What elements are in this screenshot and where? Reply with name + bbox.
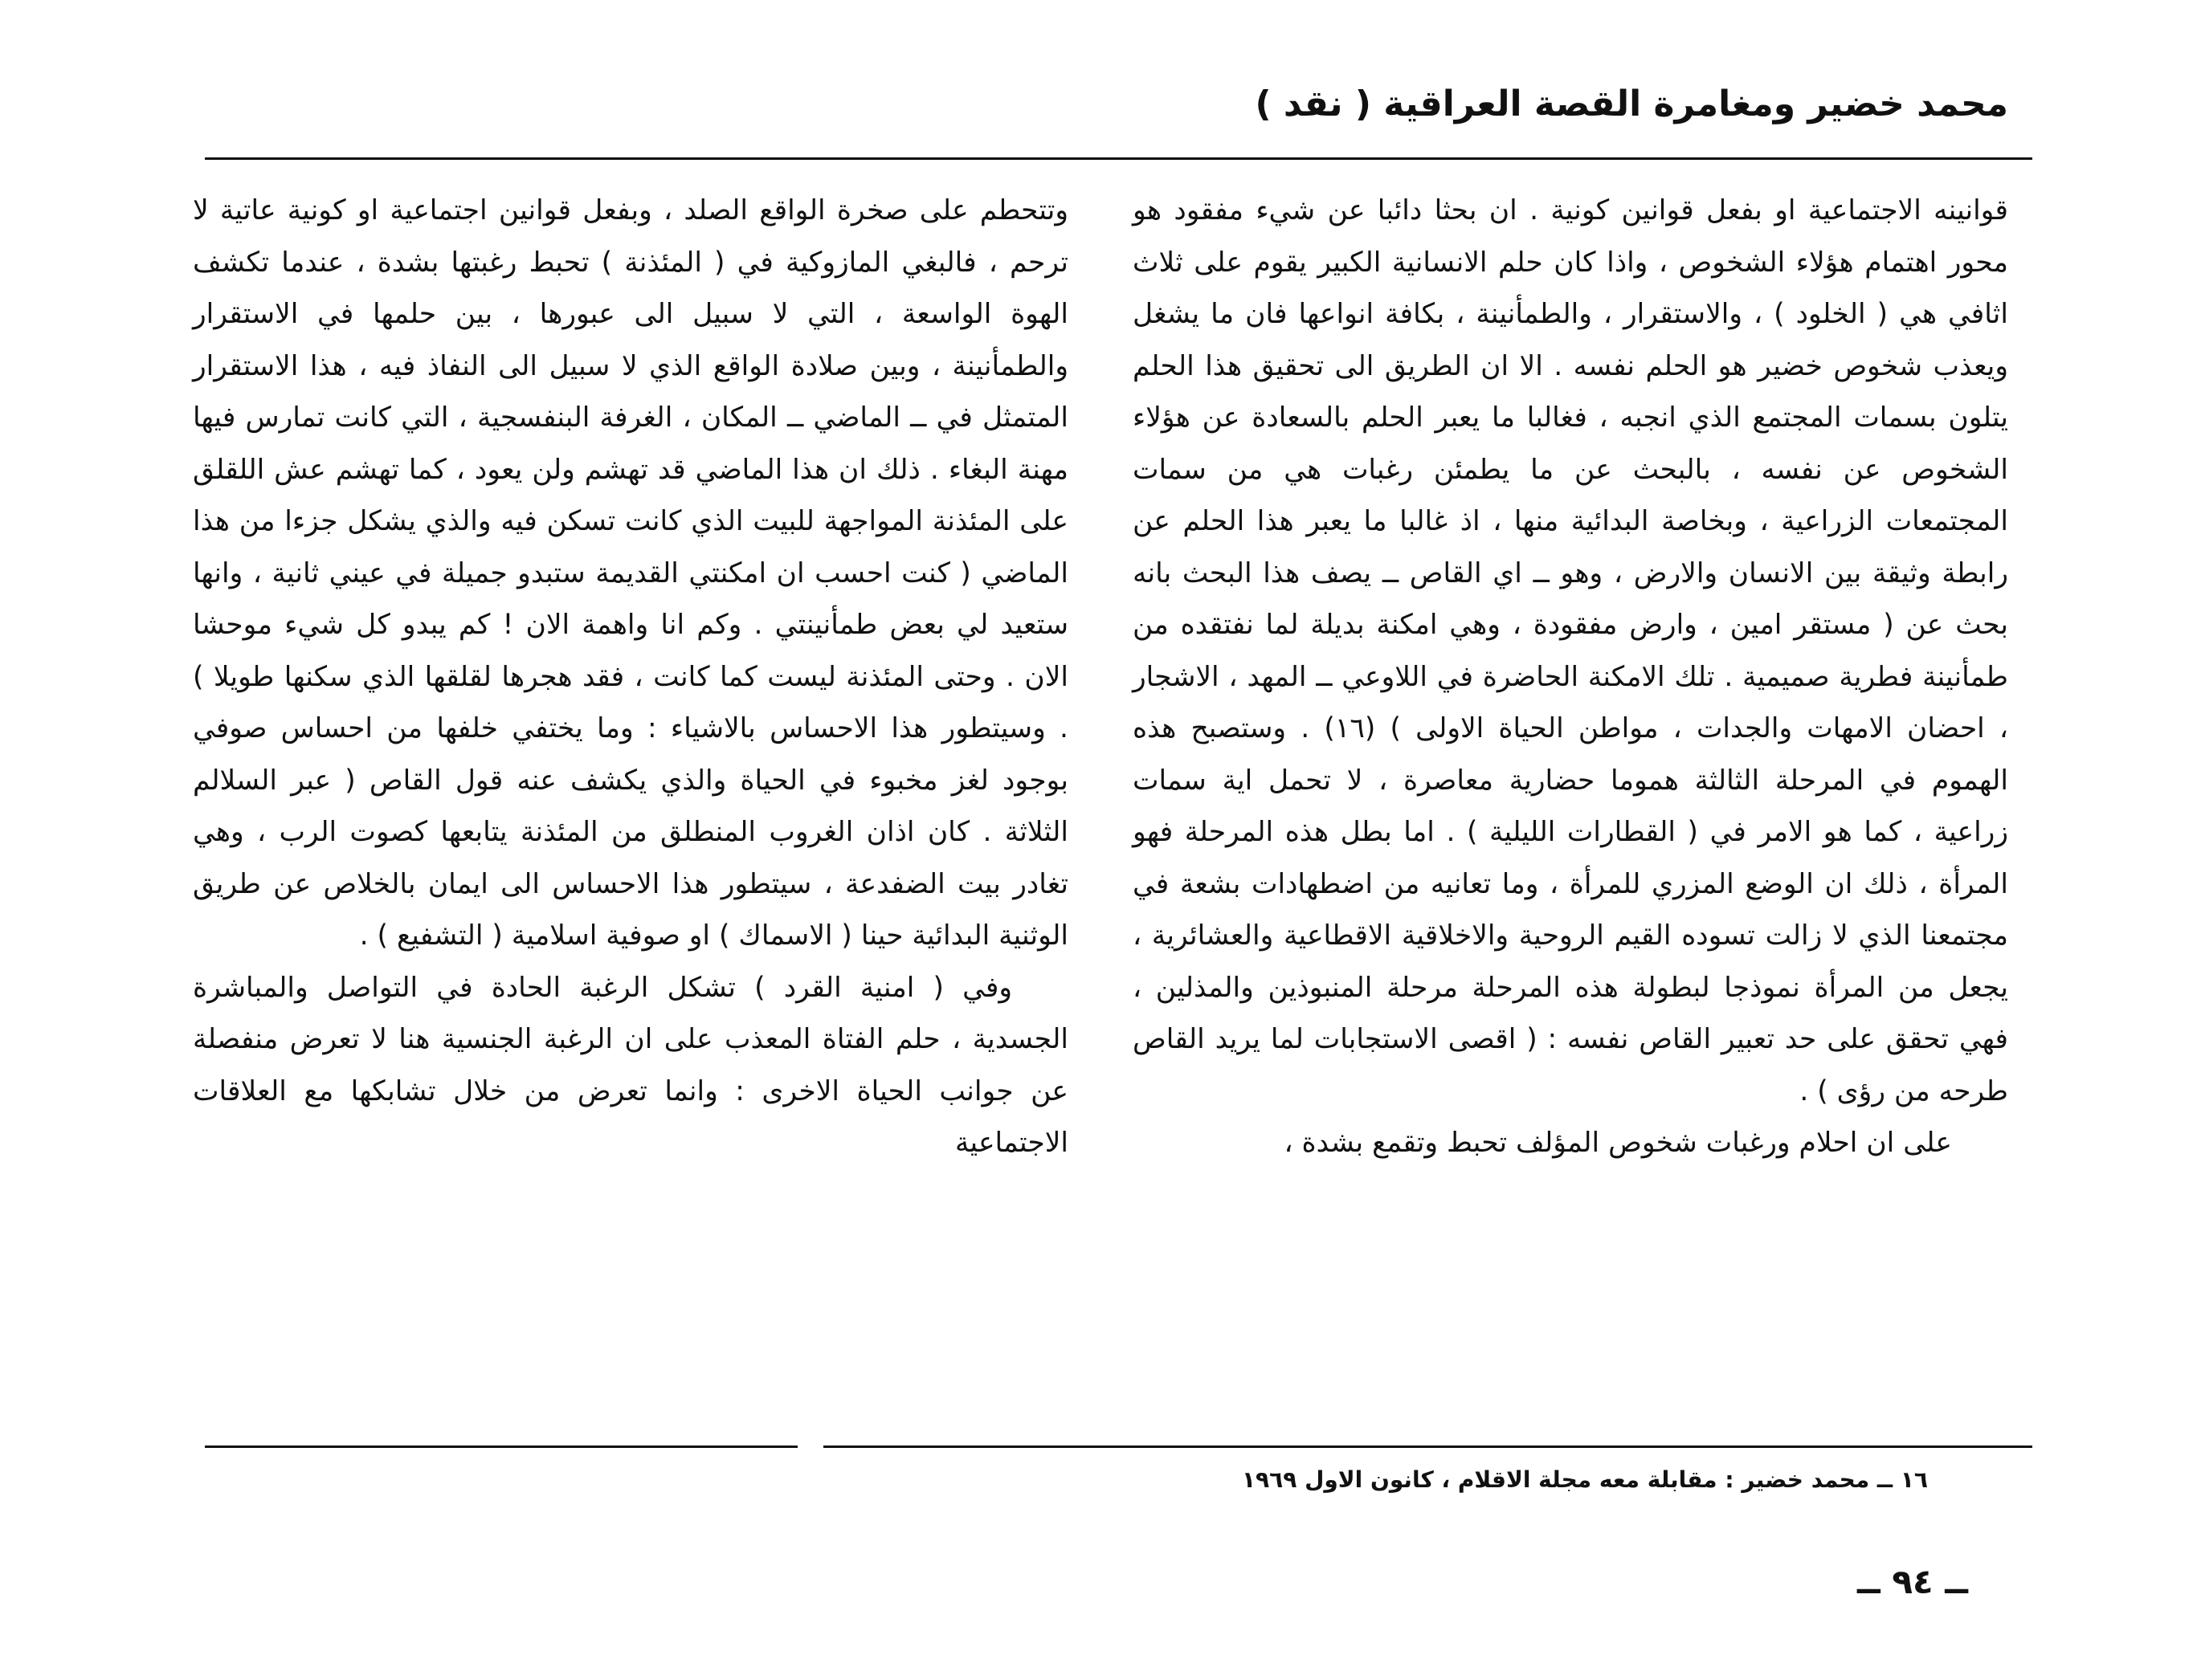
body-paragraph: قوانينه الاجتماعية او بفعل قوانين كونية . ان بحثا دائبا عن شيء مفقود هو محور اهتمام هؤلاء الشخوص ، واذا كان حلم الانسانية الكبير يقوم على ثلاث اثافي هي ( الخلود ) ، والاستقرار ، والطمأنينة ، بكافة انواعها فان ما يشغل ويعذب شخوص خضير هو الحلم نفسه . الا ان الطريق الى تحقيق هذا الحلم يتلون بسمات المجتمع الذي انجبه ، فغالبا ما يعبر الحلم بالسعادة عن هؤلاء الشخوص عن نفسه ، بالبحث عن ما يطمئن رغبات هي من سمات المجتمعات الزراعية ، وبخاصة البدائية منها ، اذ غالبا ما يعبر هذا الحلم عن رابطة وثيقة بين الانسان والارض ، وهو ــ اي القاص ــ يصف هذا البحث بانه بحث عن ( مستقر امين ، وارض مفقودة ، وهي امكنة بديلة لما نفتقده من طمأنينة فطرية صميمية . تلك الامكنة الحاضرة في اللاوعي ــ المهد ، الاشجار ، احضان الامهات والجدات ، مواطن الحياة الاولى ) (١٦) . وستصبح هذه الهموم في المرحلة الثالثة هموما حضارية معاصرة ، لا تحمل اية سمات زراعية ، كما هو الامر في ( القطارات الليلية ) . اما بطل هذه المرحلة فهو المرأة ، ذلك ان الوضع المزري للمرأة ، وما تعانيه من اضطهادات بشعة في مجتمعنا الذي لا زالت تسوده القيم الروحية والاخلاقية الاقطاعية والعشائرية ، يجعل من المرأة نموذجا لبطولة هذه المرحلة مرحلة المنبوذين والمذلين ، فهي تحقق على حد تعبير القاص نفسه : ( اقصى الاستجابات لما يريد القاص طرحه من رؤى ) . — [1133, 194, 2009, 1107]
page-header-title: محمد خضير ومغامرة القصة العراقية ( نقد ) — [1255, 84, 2008, 124]
footer-divider-right — [823, 1446, 2032, 1448]
body-paragraph: وتتحطم على صخرة الواقع الصلد ، وبفعل قوانين اجتماعية او كونية عاتية لا ترحم ، فالبغي المازوكية في ( المئذنة ) تحبط رغبتها بشدة ، عندما تكشف الهوة الواسعة ، التي لا سبيل الى عبورها ، بين حلمها في الاستقرار والطمأنينة ، وبين صلادة الواقع الذي لا سبيل الى النفاذ فيه ، هذا الاستقرار المتمثل في ــ الماضي ــ المكان ، الغرفة البنفسجية ، التي كانت تمارس فيها مهنة البغاء . ذلك ان هذا الماضي قد تهشم ولن يعود ، كما تهشم عش اللقلق على المئذنة المواجهة للبيت الذي كانت تسكن فيه والذي يشكل جزءا من هذا الماضي ( كنت احسب ان امكنتي القديمة ستبدو جميلة في عيني ثانية ، وانها ستعيد لي بعض طمأنينتي . وكم انا واهمة الان ! كم يبدو كل شيء موحشا الان . وحتى المئذنة ليست كما كانت ، فقد هجرها لقلقها الذي سكنها طويلا ) . وسيتطور هذا الاحساس بالاشياء : وما يختفي خلفها من احساس صوفي بوجود لغز مخبوء في الحياة والذي يكشف عنه قول القاص ( عبر السلالم الثلاثة . كان اذان الغروب المنطلق من المئذنة يتابعها كصوت الرب ، وهي تغادر بيت الضفدعة ، سيتطور هذا الاحساس الى ايمان بالخلاص عن طريق الوثنية البدائية حينا ( الاسماك ) او صوفية اسلامية ( التشفيع ) . — [193, 194, 1068, 952]
page-number: ــ ٩٤ ــ — [1857, 1562, 1968, 1601]
right-text-column — [1133, 185, 2008, 1169]
footnote: ١٦ ــ محمد خضير : مقابلة معه مجلة الاقلام ، كانون الاول ١٩٦٩ — [1241, 1466, 1928, 1493]
left-text-column — [193, 185, 1068, 1169]
footer-divider-left — [205, 1446, 798, 1448]
body-paragraph: وفي ( امنية القرد ) تشكل الرغبة الحادة في التواصل والمباشرة الجسدية ، حلم الفتاة المعذب على ان الرغبة الجنسية هنا لا تعرض منفصلة عن جوانب الحياة الاخرى : وانما تعرض من خلال تشابكها مع العلاقات الاجتماعية — [193, 971, 1068, 1159]
body-paragraph: على ان احلام ورغبات شخوص المؤلف تحبط وتقمع بشدة ، — [1284, 1127, 1952, 1159]
header-divider — [205, 157, 2032, 160]
